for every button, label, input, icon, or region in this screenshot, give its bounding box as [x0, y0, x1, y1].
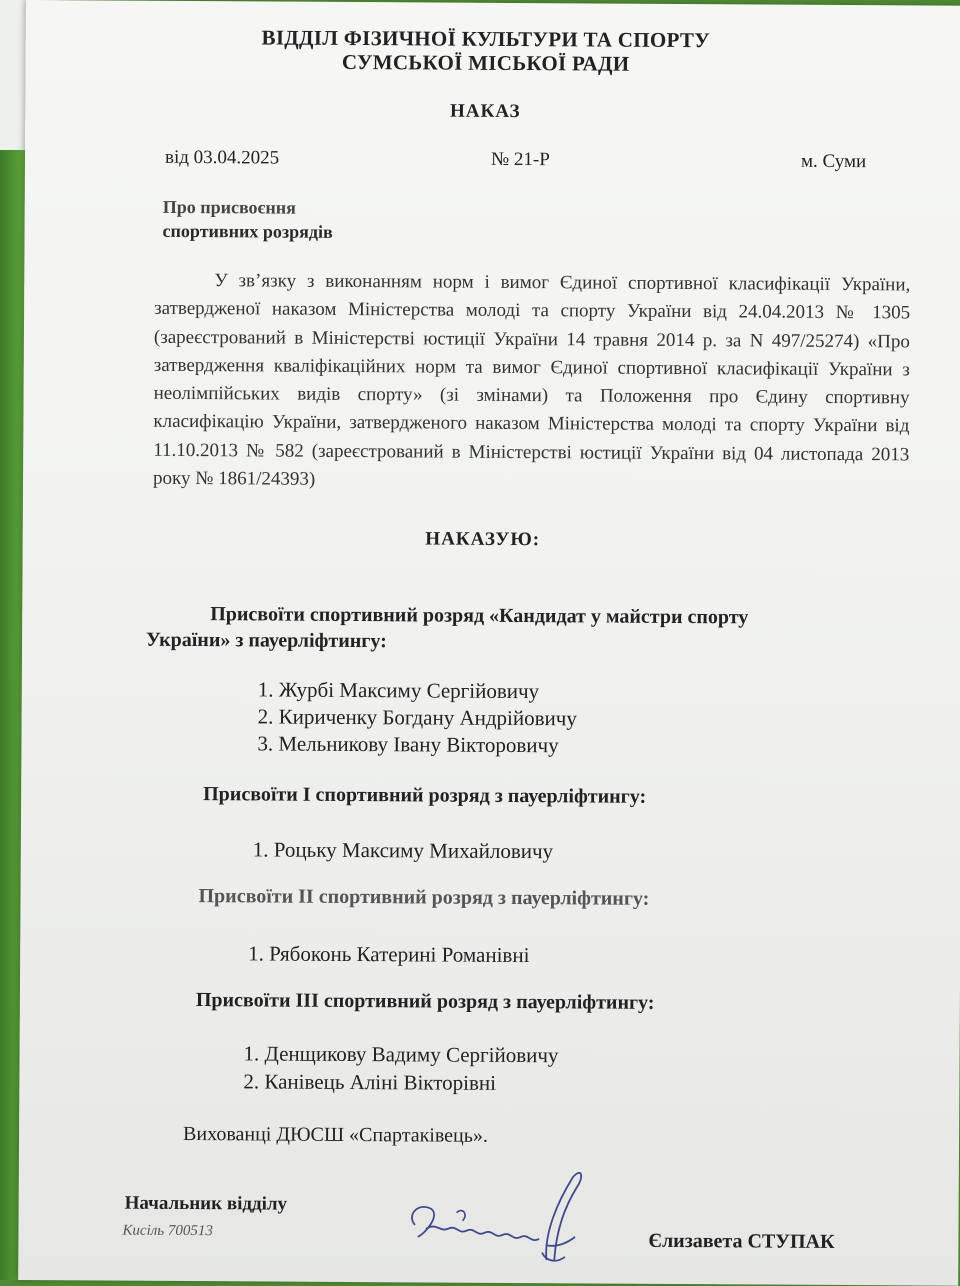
section-cms-heading-line2: України» з пауерліфтингу: — [146, 628, 387, 653]
closing-note: Вихованці ДЮСШ «Спартаківець». — [183, 1122, 488, 1147]
preamble-paragraph: У зв’язку з виконанням норм і вимог Єдиної спортивної класифікації України, затвердженої наказом Міністерства молоді та спорту України від 24.04.2013 № 1305 (зареєстрований в Міністерстві юстиції України 14 травня 2014 р. за N 497/25274) «Про затвердження кваліфікаційних норм та вимог Єдиної спортивної класифікації України з неолімпійських видів спорту» (зі змінами) та Положення про Єдину спортивну класифікацію України, затвердженого наказом Міністерства молоді та спорту України від 11.10.2013 № 582 (зареєстрований в Міністерстві юстиції України від 04 листопада 2013 року № 1861/24393) — [153, 270, 911, 490]
list-item: 3. Мельникову Івану Вікторовичу — [257, 731, 559, 758]
department-name-line2: СУМСЬКОЇ МІСЬКОЇ РАДИ — [341, 49, 630, 76]
section-rank2-heading: Присвоїти II спортивний розряд з пауерліфтингу: — [198, 885, 650, 910]
list-item: 1. Журбі Максиму Сергійовичу — [257, 677, 540, 704]
section-rank1-heading: Присвоїти I спортивний розряд з пауерліфтингу: — [203, 783, 647, 808]
order-date: від 03.04.2025 — [164, 146, 280, 169]
list-item: 1. Рябоконь Катерині Романівні — [248, 941, 530, 968]
list-item: 1. Роцьку Максиму Михайловичу — [252, 837, 554, 864]
order-number: № 21-Р — [490, 148, 550, 171]
decree-word: НАКАЗУЮ: — [425, 528, 541, 551]
executor-note: Кисіль 700513 — [122, 1222, 213, 1240]
document-page — [18, 0, 960, 1286]
signatory-name: Єлизавета СТУПАК — [648, 1229, 835, 1253]
order-title: НАКАЗ — [449, 100, 521, 123]
list-item: 2. Канівець Аліні Вікторівні — [243, 1069, 497, 1095]
list-item: 1. Денщикову Вадиму Сергійовичу — [243, 1041, 559, 1068]
section-cms-heading-line1: Присвоїти спортивний розряд «Кандидат у майстри спорту — [210, 603, 749, 629]
section-rank3-heading: Присвоїти III спортивний розряд з пауерліфтингу: — [195, 989, 655, 1014]
subject-line1: Про присвоєння — [162, 196, 296, 218]
order-city: м. Суми — [800, 150, 867, 173]
signatory-position: Начальник відділу — [124, 1192, 288, 1215]
handwritten-signature — [396, 1162, 587, 1273]
subject-line2: спортивних розрядів — [162, 220, 333, 242]
list-item: 2. Кириченку Богдану Андрійовичу — [257, 704, 577, 731]
department-name-line1: ВІДДІЛ ФІЗИЧНОЇ КУЛЬТУРИ ТА СПОРТУ — [261, 25, 711, 53]
